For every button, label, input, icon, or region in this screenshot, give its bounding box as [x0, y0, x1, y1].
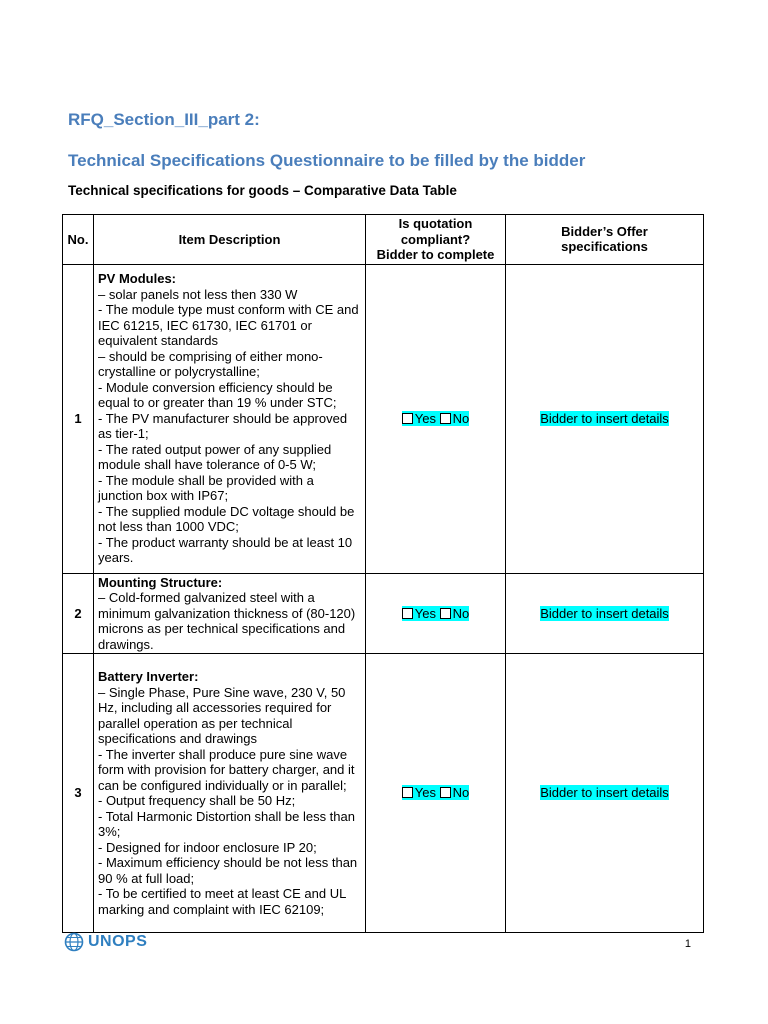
no-checkbox[interactable]	[440, 608, 451, 619]
item-title: PV Modules:	[98, 271, 177, 287]
compliance-cell	[366, 573, 506, 654]
spec-line: - Total Harmonic Distortion shall be less than 3%;	[98, 808, 355, 839]
spec-line: - The product warranty should be at least 10 years.	[98, 534, 353, 566]
header-compliant-line: Is quotation	[398, 216, 473, 231]
spec-line: - The PV manufacturer should be approved as tier-1;	[98, 410, 348, 442]
spec-line: - The rated output power of any supplied module shall have tolerance of 0-5 W;	[98, 441, 332, 473]
questionnaire-title: Technical Specifications Questionnaire to be filled by the bidder	[68, 151, 586, 170]
table-header-row	[63, 215, 704, 265]
unops-logo	[64, 932, 147, 952]
spec-line: - The module type must conform with CE and IEC 61215, IEC 61730, IEC 61701 or equivalent standards	[98, 302, 359, 349]
no-label: No	[452, 785, 470, 801]
offer-placeholder[interactable]: Bidder to insert details	[540, 785, 669, 801]
section-heading: RFQ_Section_III_part 2:	[68, 110, 260, 129]
un-emblem-icon	[64, 932, 84, 952]
no-label: No	[452, 605, 470, 621]
item-description	[94, 573, 366, 654]
yes-label: Yes	[414, 785, 436, 801]
spec-line: – Single Phase, Pure Sine wave, 230 V, 50 Hz, including all accessories required for parallel operation as per technical specifications and drawings	[98, 684, 346, 746]
item-description	[94, 264, 366, 573]
compliance-cell	[366, 264, 506, 573]
yes-label: Yes	[414, 605, 436, 621]
yes-checkbox[interactable]	[402, 608, 413, 619]
header-compliant-line: compliant?	[400, 231, 471, 247]
spec-line: - The supplied module DC voltage should be not less than 1000 VDC;	[98, 503, 355, 535]
logo-text: UNOPS	[88, 933, 148, 950]
table-row	[63, 573, 704, 654]
yes-checkbox[interactable]	[402, 787, 413, 798]
comparative-data-table	[62, 214, 704, 933]
header-offer	[506, 215, 704, 265]
item-title: Mounting Structure:	[98, 574, 223, 590]
header-no: No.	[63, 215, 94, 265]
spec-line: - The module shall be provided with a junction box with IP67;	[98, 472, 314, 504]
spec-line: - To be certified to meet at least CE and UL marking and complaint with IEC 62109;	[98, 886, 346, 917]
spec-line: - Output frequency shall be 50 Hz;	[98, 793, 296, 808]
yes-label: Yes	[414, 410, 436, 426]
spec-line: - The inverter shall produce pure sine wave form with provision for battery charger, and it can be configured individually or in parallel;	[98, 746, 355, 793]
spec-line: – should be comprising of either mono-crystalline or polycrystalline;	[98, 348, 323, 380]
offer-placeholder[interactable]: Bidder to insert details	[540, 410, 669, 426]
header-compliant	[366, 215, 506, 265]
no-checkbox[interactable]	[440, 787, 451, 798]
row-number: 3	[63, 654, 94, 933]
row-number: 1	[63, 264, 94, 573]
header-item-description: Item Description	[94, 215, 366, 265]
offer-cell	[506, 573, 704, 654]
spec-line: - Module conversion efficiency should be equal to or greater than 19 % under STC;	[98, 379, 337, 411]
page-number: 1	[684, 938, 691, 950]
no-label: No	[452, 410, 470, 426]
table-row	[63, 264, 704, 573]
no-checkbox[interactable]	[440, 413, 451, 424]
table-row	[63, 654, 704, 933]
compliance-options	[402, 411, 469, 426]
spec-line: – Cold-formed galvanized steel with a minimum galvanization thickness of (80-120) microns as per technical specifications and drawings.	[98, 590, 356, 652]
header-offer-line: specifications	[561, 239, 648, 255]
item-title: Battery Inverter:	[98, 669, 199, 684]
header-compliant-line: Bidder to complete	[376, 247, 495, 262]
spec-line: – solar panels not less then 330 W	[98, 286, 298, 302]
compliance-cell	[366, 654, 506, 933]
item-description	[94, 654, 366, 933]
yes-checkbox[interactable]	[402, 413, 413, 424]
offer-cell	[506, 654, 704, 933]
table-subtitle: Technical specifications for goods – Comparative Data Table	[68, 183, 457, 198]
spec-line: - Maximum efficiency should be not less than 90 % at full load;	[98, 855, 358, 886]
row-number: 2	[63, 573, 94, 654]
spec-line: - Designed for indoor enclosure IP 20;	[98, 839, 317, 855]
offer-cell	[506, 264, 704, 573]
compliance-options	[402, 785, 469, 800]
header-offer-line: Bidder’s Offer	[561, 223, 648, 239]
offer-placeholder[interactable]: Bidder to insert details	[540, 605, 669, 621]
compliance-options	[402, 606, 469, 621]
